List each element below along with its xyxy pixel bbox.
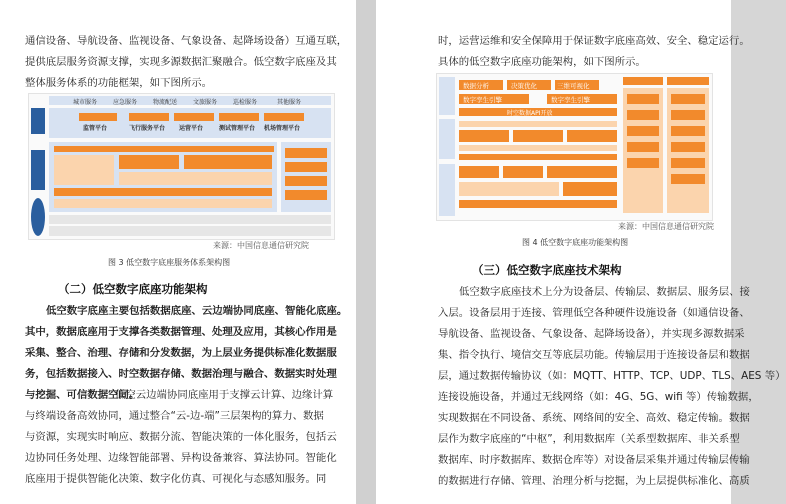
right-para2-line4: 集、指令执行、境信交互等底层功能。传输层用于连接设备层和数据 bbox=[438, 349, 750, 361]
fig4-label-5: 数字孪生引擎 bbox=[551, 96, 590, 104]
left-para3-line4: 边协同任务处理、边缘智能部署、异构设备兼容、算法协同。智能化 bbox=[25, 452, 337, 464]
fig3-row1-item-5: 巡检服务 bbox=[233, 99, 258, 106]
fig3-source: 来源：中国信息通信研究院 bbox=[213, 241, 309, 250]
left-para1-line2: 提供底层服务资源支撑，实现多源数据汇聚融合。低空数字底座及其 bbox=[25, 56, 337, 68]
fig4-caption: 图 4 低空数字底座功能架构图 bbox=[522, 238, 629, 247]
fig4-label-2: 决策优化 bbox=[511, 82, 537, 90]
left-para2-line3: 采集、整合、治理、存储和分发数据，为上层业务提供标准化数据服 bbox=[25, 347, 337, 359]
right-para1-line2: 具体的低空数字底座功能架构，如下图所示。 bbox=[438, 56, 646, 68]
fig3-row1-item-2: 应急服务 bbox=[113, 99, 138, 106]
page-gutter bbox=[356, 0, 376, 504]
right-para2-line8: 层作为数字底座的“中枢”，利用数据库（关系型数据库、非关系型 bbox=[438, 433, 740, 445]
fig3-platform-2: 飞行服务平台 bbox=[129, 125, 166, 132]
left-para2-line4: 务，包括数据接入、时空数据存储、数据治理与融合、数据实时处理 bbox=[25, 368, 337, 380]
left-para2-line2: 其中，数据底座用于支撑各类数据管理、处理及应用，其核心作用是 bbox=[25, 326, 337, 338]
left-para3-line1: 低空云边端协同底座用于支撑云计算、边缘计算 bbox=[115, 389, 334, 401]
fig4-source: 来源：中国信息通信研究院 bbox=[618, 222, 714, 231]
fig3-row1-item-3: 物流配送 bbox=[153, 99, 178, 106]
left-para3-line2: 与终端设备高效协同，通过整合“云-边-端”三层架构的算力、数据 bbox=[25, 410, 324, 422]
right-para2-line5: 层，通过数据传输协议（如：MQTT、HTTP、TCP、UDP、TLS、AES 等） bbox=[438, 370, 786, 382]
left-para1-line3: 整体服务体系的功能框架，如下图所示。 bbox=[25, 77, 213, 89]
left-para3-line3: 与资源，实现实时响应、数据分流、智能决策的一体化服务，包括云 bbox=[25, 431, 337, 443]
left-para2-line1: 低空数字底座主要包括数据底座、云边端协同底座、智能化底座。 bbox=[46, 305, 348, 317]
fig3-row1-item-1: 城市服务 bbox=[73, 99, 98, 106]
fig3-platform-1: 监管平台 bbox=[83, 125, 108, 132]
right-para2-line10: 的数据进行存储、管理、治理分析与挖掘，为上层提供标准化、高质 bbox=[438, 475, 750, 487]
right-para1-line1: 时，运营运维和安全保障用于保证数字底座高效、安全、稳定运行。 bbox=[438, 35, 750, 47]
figure-3-architecture-diagram bbox=[28, 93, 335, 240]
fig4-label-1: 数据分析 bbox=[463, 82, 489, 90]
right-section-title: （三）低空数字底座技术架构 bbox=[472, 263, 622, 277]
fig3-row1-item-6: 其他服务 bbox=[277, 99, 302, 106]
right-para2-line3: 导航设备、监视设备、气象设备、起降场设备），并实现多源数据采 bbox=[438, 328, 745, 340]
fig3-row1-item-4: 文旅服务 bbox=[193, 99, 218, 106]
right-para2-line2: 入层。设备层用于连接、管理低空各种硬件设施设备（如通信设备、 bbox=[438, 307, 750, 319]
right-para2-line1: 低空数字底座技术上分为设备层、传输层、数据层、服务层、接 bbox=[459, 286, 750, 298]
fig4-label-4: 数字孪生引擎 bbox=[463, 96, 502, 104]
right-page bbox=[376, 0, 786, 504]
right-para2-line9: 数据库、时序数据库、数据仓库等）对设备层采集并通过传输层传输 bbox=[438, 454, 750, 466]
figure-4-function-diagram bbox=[436, 73, 713, 221]
left-page bbox=[0, 0, 356, 504]
fig3-caption: 图 3 低空数字底座服务体系架构图 bbox=[108, 258, 231, 267]
left-para2-line5: 与挖掘、可信数据空间。 bbox=[25, 389, 140, 401]
left-para1-line1: 通信设备、导航设备、监视设备、气象设备、起降场设备）互通互联， bbox=[25, 35, 348, 47]
fig3-platform-5: 机场管理平台 bbox=[264, 125, 301, 132]
left-para3-line5: 底座用于提供智能化决策、数字化仿真、可视化与态感知服务。同 bbox=[25, 473, 327, 485]
fig3-platform-3: 运营平台 bbox=[179, 125, 204, 132]
fig4-label-3: 三维可视化 bbox=[557, 82, 590, 90]
fig4-label-6: 时空数据API开放 bbox=[507, 110, 553, 117]
fig3-platform-4: 测试管理平台 bbox=[219, 125, 256, 132]
right-para2-line6: 连接设施设备，并通过无线网络（如：4G、5G、wifi 等）传输数据， bbox=[438, 391, 759, 403]
left-section-title: （二）低空数字底座功能架构 bbox=[58, 282, 208, 296]
right-para2-line7: 实现数据在不同设备、系统、网络间的安全、高效、稳定传输。数据 bbox=[438, 412, 750, 424]
